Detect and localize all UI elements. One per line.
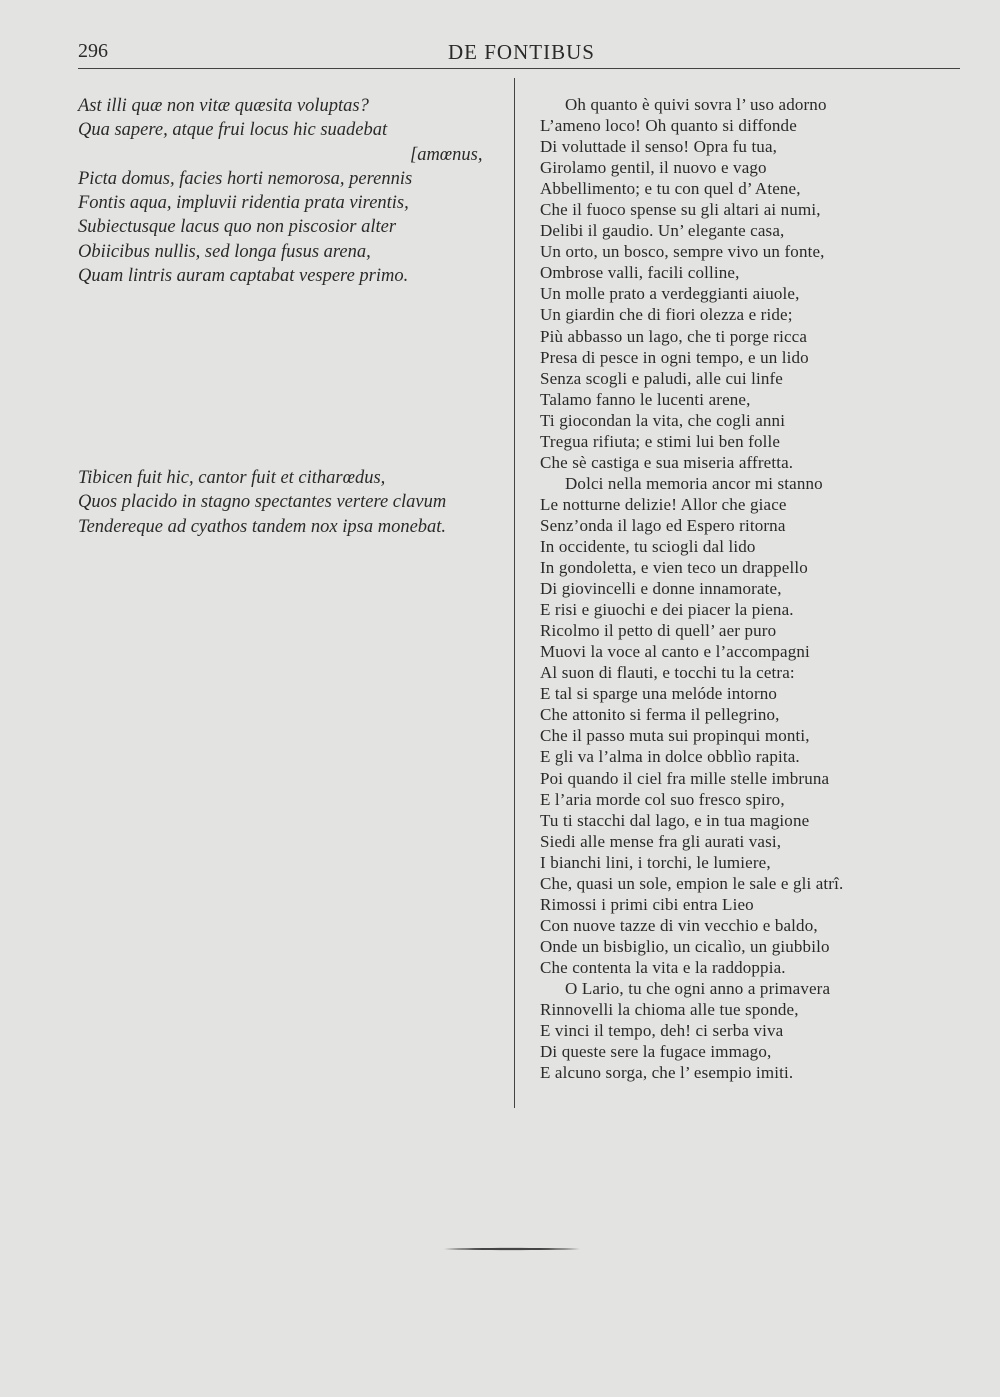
verse-line: Picta domus, facies horti nemorosa, perennis bbox=[78, 168, 413, 189]
verse-line: Qua sapere, atque frui locus hic suadebat bbox=[78, 120, 388, 141]
poem-line: Che il fuoco spense su gli altari ai numi, bbox=[540, 200, 821, 220]
poem-line: Tregua rifiuta; e stimi lui ben folle bbox=[540, 431, 781, 451]
verse-line: Obiicibus nullis, sed longa fusus arena, bbox=[78, 241, 371, 262]
poem-line: Che il passo muta sui propinqui monti, bbox=[540, 726, 810, 746]
poem-line: Delibi il gaudio. Un’ elegante casa, bbox=[540, 221, 785, 241]
poem-line: Abbellimento; e tu con quel d’ Atene, bbox=[540, 179, 801, 199]
poem-line: Un giardin che di fiori olezza e ride; bbox=[540, 305, 793, 325]
verse-line: Tibicen fuit hic, cantor fuit et citharœdus, bbox=[78, 468, 386, 488]
poem-line: Con nuove tazze di vin vecchio e baldo, bbox=[540, 915, 818, 935]
poem-line: Senza scogli e paludi, alle cui linfe bbox=[540, 368, 783, 388]
poem-line: Di giovincelli e donne innamorate, bbox=[540, 579, 782, 599]
poem-line: Rinnovelli la chioma alle tue sponde, bbox=[540, 1000, 799, 1020]
poem-line: E gli va l’alma in dolce obblìo rapita. bbox=[540, 747, 800, 767]
poem-line: Più abbasso un lago, che ti porge ricca bbox=[540, 326, 808, 346]
poem-line: E tal si sparge una melóde intorno bbox=[540, 684, 778, 704]
verse-line: Tendereque ad cyathos tandem nox ipsa monebat. bbox=[78, 516, 447, 537]
verse-line: Subiectusque lacus quo non piscosior alter bbox=[78, 217, 397, 238]
poem-line: Talamo fanno le lucenti arene, bbox=[540, 389, 751, 409]
closing-ornament-rule bbox=[442, 1244, 582, 1254]
poem-line: Di queste sere la fugace immago, bbox=[540, 1042, 772, 1062]
italian-poem bbox=[540, 94, 843, 1083]
page-header bbox=[78, 40, 958, 70]
poem-line: E risi e giuochi e dei piacer la piena. bbox=[540, 600, 794, 620]
poem-line: Un orto, un bosco, sempre vivo un fonte, bbox=[540, 242, 825, 262]
poem-line: E vinci il tempo, deh! ci serba viva bbox=[540, 1021, 784, 1041]
poem-line: Che contenta la vita e la raddoppia. bbox=[540, 957, 786, 977]
poem-line: Muovi la voce al canto e l’accompagni bbox=[540, 642, 810, 662]
poem-line: Di voluttade il senso! Opra fu tua, bbox=[540, 137, 778, 157]
verse-line: Quam lintris auram captabat vespere primo. bbox=[78, 266, 409, 287]
poem-line: Poi quando il ciel fra mille stelle imbruna bbox=[540, 768, 830, 788]
poem-line: Senz’onda il lago ed Espero ritorna bbox=[540, 515, 786, 535]
poem-line: Ti giocondan la vita, che cogli anni bbox=[540, 410, 786, 430]
poem-line: E alcuno sorga, che l’ esempio imiti. bbox=[540, 1063, 794, 1083]
poem-line: Onde un bisbiglio, un cicalìo, un giubbilo bbox=[540, 936, 830, 956]
poem-line: Che, quasi un sole, empion le sale e gli atrî. bbox=[540, 873, 844, 893]
poem-line: Siedi alle mense fra gli aurati vasi, bbox=[540, 831, 782, 851]
poem-line: E l’aria morde col suo fresco spiro, bbox=[540, 789, 785, 809]
poem-line: Ombrose valli, facili colline, bbox=[540, 263, 740, 283]
poem-line: Ricolmo il petto di quell’ aer puro bbox=[540, 621, 777, 641]
poem-line: Dolci nella memoria ancor mi stanno bbox=[565, 473, 823, 493]
poem-line: Oh quanto è quivi sovra l’ uso adorno bbox=[565, 95, 827, 114]
poem-line: O Lario, tu che ogni anno a primavera bbox=[565, 978, 831, 998]
poem-line: Che attonito si ferma il pellegrino, bbox=[540, 705, 780, 725]
poem-line: Un molle prato a verdeggianti aiuole, bbox=[540, 284, 800, 304]
poem-line: In gondoletta, e vien teco un drappello bbox=[540, 558, 808, 578]
header-rule bbox=[78, 68, 960, 69]
poem-line: Al suon di flauti, e tocchi tu la cetra: bbox=[540, 663, 795, 683]
verse-line: [amœnus, bbox=[410, 144, 483, 165]
latin-passage-2 bbox=[78, 466, 446, 539]
poem-line: L’ameno loco! Oh quanto si diffonde bbox=[540, 116, 797, 136]
column-divider bbox=[514, 78, 515, 1108]
verse-line: Ast illi quæ non vitæ quæsita voluptas? bbox=[78, 96, 369, 116]
page-number: 296 bbox=[78, 40, 108, 62]
poem-line: I bianchi lini, i torchi, le lumiere, bbox=[540, 852, 771, 872]
poem-line: Che sè castiga e sua miseria affretta. bbox=[540, 452, 794, 472]
latin-passage-1 bbox=[78, 94, 482, 288]
running-title: DE FONTIBUS bbox=[448, 40, 595, 64]
poem-line: Girolamo gentil, il nuovo e vago bbox=[540, 158, 767, 178]
verse-line: Quos placido in stagno spectantes vertere clavum bbox=[78, 492, 447, 513]
poem-line: Rimossi i primi cibi entra Lieo bbox=[540, 894, 754, 914]
poem-line: Tu ti stacchi dal lago, e in tua magione bbox=[540, 810, 810, 830]
poem-line: In occidente, tu sciogli dal lido bbox=[540, 536, 756, 556]
poem-line: Presa di pesce in ogni tempo, e un lido bbox=[540, 347, 809, 367]
poem-line: Le notturne delizie! Allor che giace bbox=[540, 494, 787, 514]
verse-line: Fontis aqua, impluvii ridentia prata virentis, bbox=[78, 193, 409, 214]
